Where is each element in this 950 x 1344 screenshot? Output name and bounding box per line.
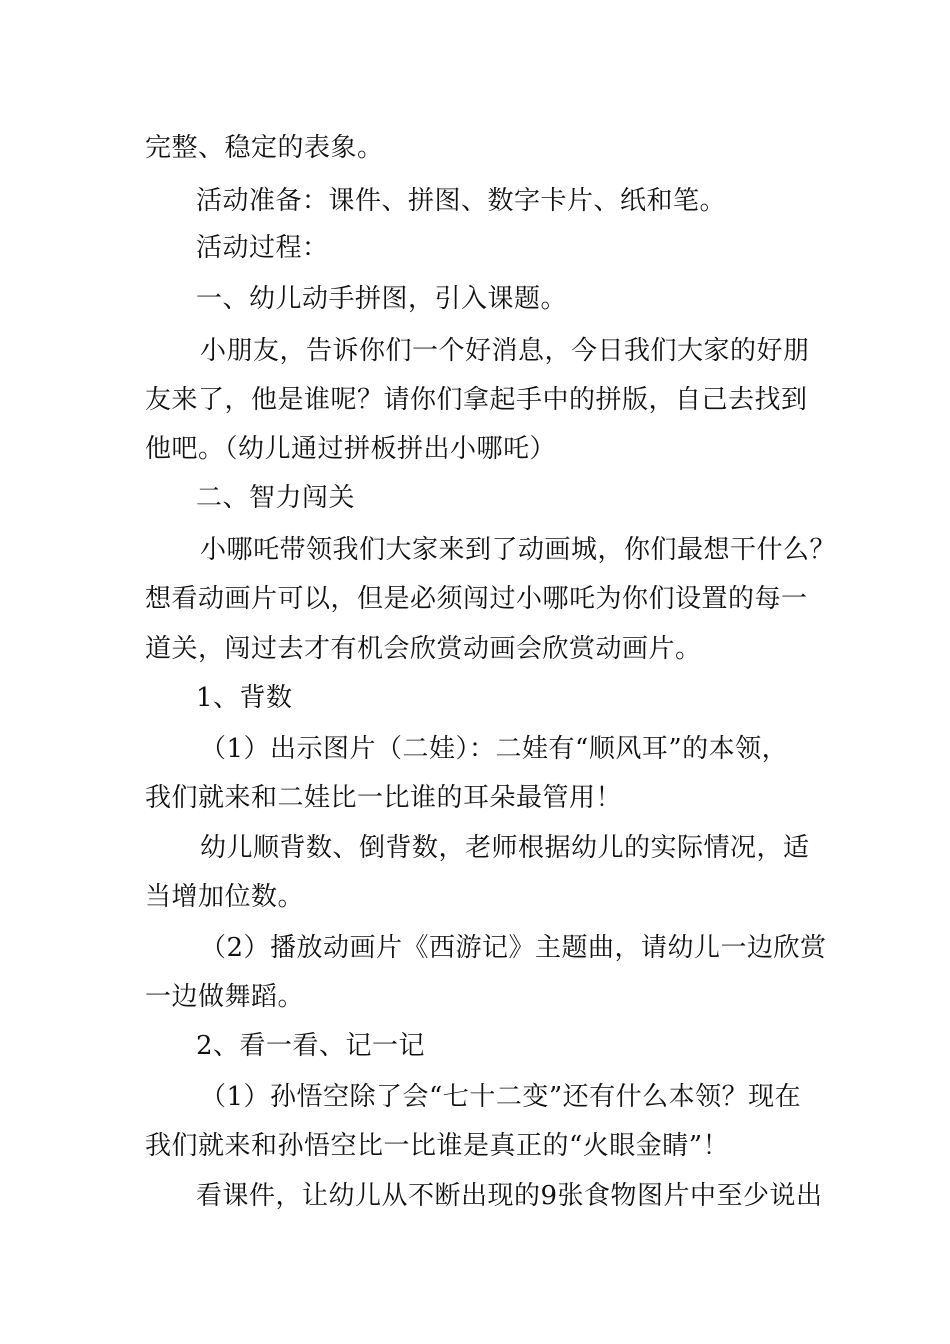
text-line-14: 我们就来和二娃比一比谁的耳朵最管用！	[145, 783, 623, 813]
text-line-20: （1）孙悟空除了会“七十二变”还有什么本领？现在	[200, 1082, 802, 1112]
text-line-13: （1）出示图片（二娃）：二娃有“顺风耳”的本领，	[200, 734, 789, 764]
text-line-4: 一、幼儿动手拼图，引入课题。	[196, 284, 568, 314]
text-line-22: 看课件，让幼儿从不断出现的9张食物图片中至少说出	[196, 1181, 823, 1211]
text-line-17: （2）播放动画片《西游记》主题曲，请幼儿一边欣赏	[200, 933, 827, 963]
text-line-8: 二、智力闯关	[196, 483, 356, 513]
text-line-1: 完整、稳定的表象。	[145, 133, 384, 163]
text-line-15: 幼儿顺背数、倒背数，老师根据幼儿的实际情况，适	[200, 833, 810, 863]
text-line-12: 1、背数	[196, 683, 293, 713]
text-line-11: 道关，闯过去才有机会欣赏动画会欣赏动画片。	[145, 634, 702, 664]
text-line-5: 小朋友，告诉你们一个好消息，今日我们大家的好朋	[200, 336, 810, 366]
text-line-6: 友来了，他是谁呢？请你们拿起手中的拼版，自己去找到	[145, 385, 808, 415]
text-line-18: 一边做舞蹈。	[145, 982, 305, 1012]
text-line-10: 想看动画片可以，但是必须闯过小哪吒为你们设置的每一	[145, 584, 808, 614]
text-line-3: 活动过程：	[196, 233, 329, 263]
text-line-2: 活动准备：课件、拼图、数字卡片、纸和笔。	[196, 186, 727, 216]
text-line-19: 2、看一看、记一记	[196, 1031, 426, 1061]
text-line-7: 他吧。（幼儿通过拼板拼出小哪吒）	[145, 434, 557, 464]
text-line-21: 我们就来和孙悟空比一比谁是真正的“火眼金睛”！	[145, 1131, 730, 1161]
text-line-9: 小哪吒带领我们大家来到了动画城，你们最想干什么？	[200, 535, 837, 565]
text-line-16: 当增加位数。	[145, 882, 305, 912]
